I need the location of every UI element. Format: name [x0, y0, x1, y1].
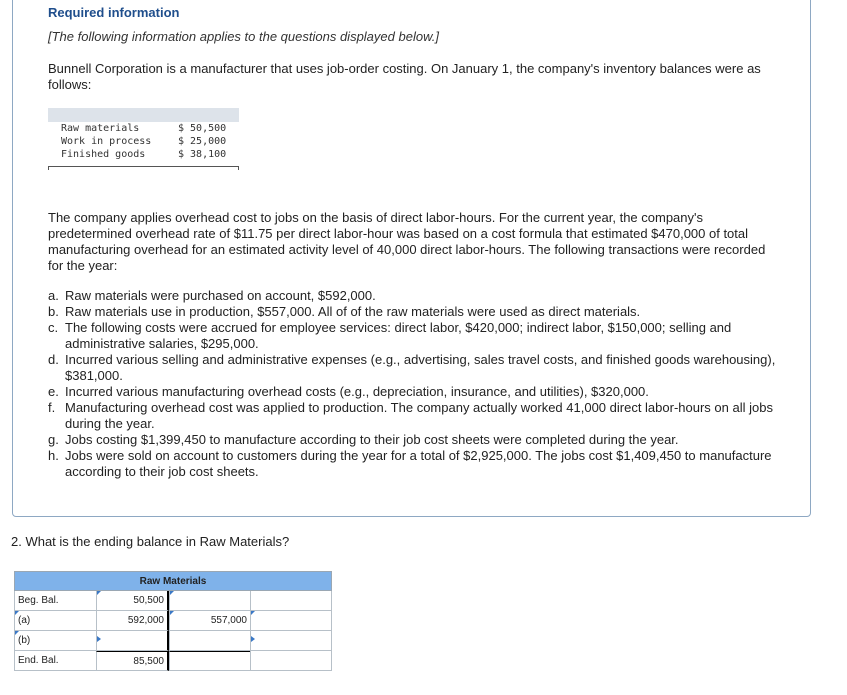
transaction-letter: f.: [48, 400, 56, 415]
t-account-spacer-cell: [250, 631, 332, 651]
t-account-spacer-cell: [250, 591, 332, 611]
credit-amount: 557,000: [210, 615, 247, 626]
t-account-row: [14, 651, 332, 671]
row-label-input[interactable]: [14, 631, 96, 651]
transaction-item: [48, 384, 788, 400]
inventory-row: [48, 148, 239, 161]
input-marker-icon: [15, 631, 19, 635]
required-info-title: Required information: [48, 5, 180, 20]
row-label-text: End. Bal.: [18, 655, 59, 666]
inventory-value: $ 38,100: [178, 149, 227, 160]
inventory-value: $ 25,000: [178, 136, 227, 147]
inventory-label: Finished goods: [61, 149, 146, 160]
credit-input[interactable]: [169, 591, 250, 611]
credit-input[interactable]: [169, 611, 250, 631]
debit-input[interactable]: [96, 611, 169, 631]
intro-paragraph: Bunnell Corporation is a manufacturer that uses job-order costing. On January 1, the company's inventory balances were as follows:: [48, 61, 761, 92]
input-marker-icon: [97, 636, 101, 642]
input-marker-icon: [170, 611, 174, 615]
transaction-text: Jobs were sold on account to customers during the year for a total of $2,925,000. The jobs cost $1,409,450 to manufacture according to their job cost sheets.: [65, 448, 772, 479]
input-marker-icon: [97, 591, 101, 595]
t-account-spacer-cell: [250, 611, 332, 631]
transaction-letter: a.: [48, 288, 59, 303]
inventory-table-header: [48, 108, 239, 122]
transaction-letter: b.: [48, 304, 59, 319]
debit-amount: 50,500: [133, 595, 164, 606]
transaction-item: [48, 352, 788, 384]
inventory-value: $ 50,500: [178, 123, 227, 134]
transaction-text: The following costs were accrued for employee services: direct labor, $420,000; indirect labor, $150,000; selling and administrative salaries, $295,000.: [65, 320, 732, 351]
row-label-input[interactable]: [14, 611, 96, 631]
inventory-row: [48, 122, 239, 135]
t-account-spacer-cell: [250, 651, 332, 671]
inventory-table-bottom-rule: [48, 166, 239, 170]
transaction-item: [48, 448, 788, 480]
transaction-letter: e.: [48, 384, 59, 399]
transactions-list: [48, 288, 788, 480]
input-marker-icon: [251, 636, 255, 642]
t-account-row: [14, 591, 332, 611]
transaction-item: [48, 304, 788, 320]
transaction-letter: d.: [48, 352, 59, 367]
required-info-subtitle: [The following information applies to the questions displayed below.]: [48, 29, 439, 44]
inventory-balances-table: [48, 108, 239, 161]
transaction-letter: c.: [48, 320, 59, 335]
row-label-text: Beg. Bal.: [18, 595, 59, 606]
debit-input[interactable]: [96, 631, 169, 651]
overhead-paragraph: The company applies overhead cost to jobs on the basis of direct labor-hours. For the current year, the company's predetermined overhead rate of $11.75 per direct labor-hour was based on a cost formula that estimated $470,000 of total manufacturing overhead for an estimated activity level of 40,000 direct labor-hours. The following transactions were recorded for the year:: [48, 210, 766, 273]
t-account-row: [14, 611, 332, 631]
t-account-title: Raw Materials: [14, 571, 332, 591]
row-label-input[interactable]: [14, 651, 96, 671]
raw-materials-t-account: [14, 571, 332, 671]
transaction-text: Incurred various manufacturing overhead costs (e.g., depreciation, insurance, and utilities), $320,000.: [65, 384, 649, 399]
input-marker-icon: [251, 611, 255, 615]
transaction-letter: g.: [48, 432, 59, 447]
input-marker-icon: [170, 591, 174, 595]
row-label-text: (a): [18, 615, 31, 626]
row-label-text: (b): [18, 635, 31, 646]
transaction-item: [48, 400, 788, 432]
transaction-letter: h.: [48, 448, 59, 463]
credit-input[interactable]: [169, 651, 250, 671]
input-marker-icon: [15, 611, 19, 615]
inventory-row: [48, 135, 239, 148]
row-label-input[interactable]: [14, 591, 96, 611]
transaction-text: Manufacturing overhead cost was applied to production. The company actually worked 41,000 direct labor-hours on all jobs during the year.: [65, 400, 773, 431]
inventory-label: Work in process: [61, 136, 152, 147]
transaction-item: [48, 288, 788, 304]
debit-input[interactable]: [96, 591, 169, 611]
transaction-text: Jobs costing $1,399,450 to manufacture according to their job cost sheets were completed during the year.: [65, 432, 679, 447]
transaction-item: [48, 432, 788, 448]
debit-amount: 85,500: [133, 656, 164, 667]
question-text: 2. What is the ending balance in Raw Materials?: [11, 534, 290, 549]
inventory-label: Raw materials: [61, 123, 140, 134]
credit-input[interactable]: [169, 631, 250, 651]
transaction-text: Raw materials were purchased on account, $592,000.: [65, 288, 376, 303]
transaction-text: Incurred various selling and administrative expenses (e.g., advertising, sales travel costs, and finished goods warehousing), $381,000.: [65, 352, 776, 383]
debit-amount: 592,000: [127, 615, 164, 626]
t-account-row: [14, 631, 332, 651]
transaction-text: Raw materials use in production, $557,000. All of of the raw materials were used as direct materials.: [65, 304, 641, 319]
debit-input[interactable]: [96, 651, 169, 671]
transaction-item: [48, 320, 788, 352]
